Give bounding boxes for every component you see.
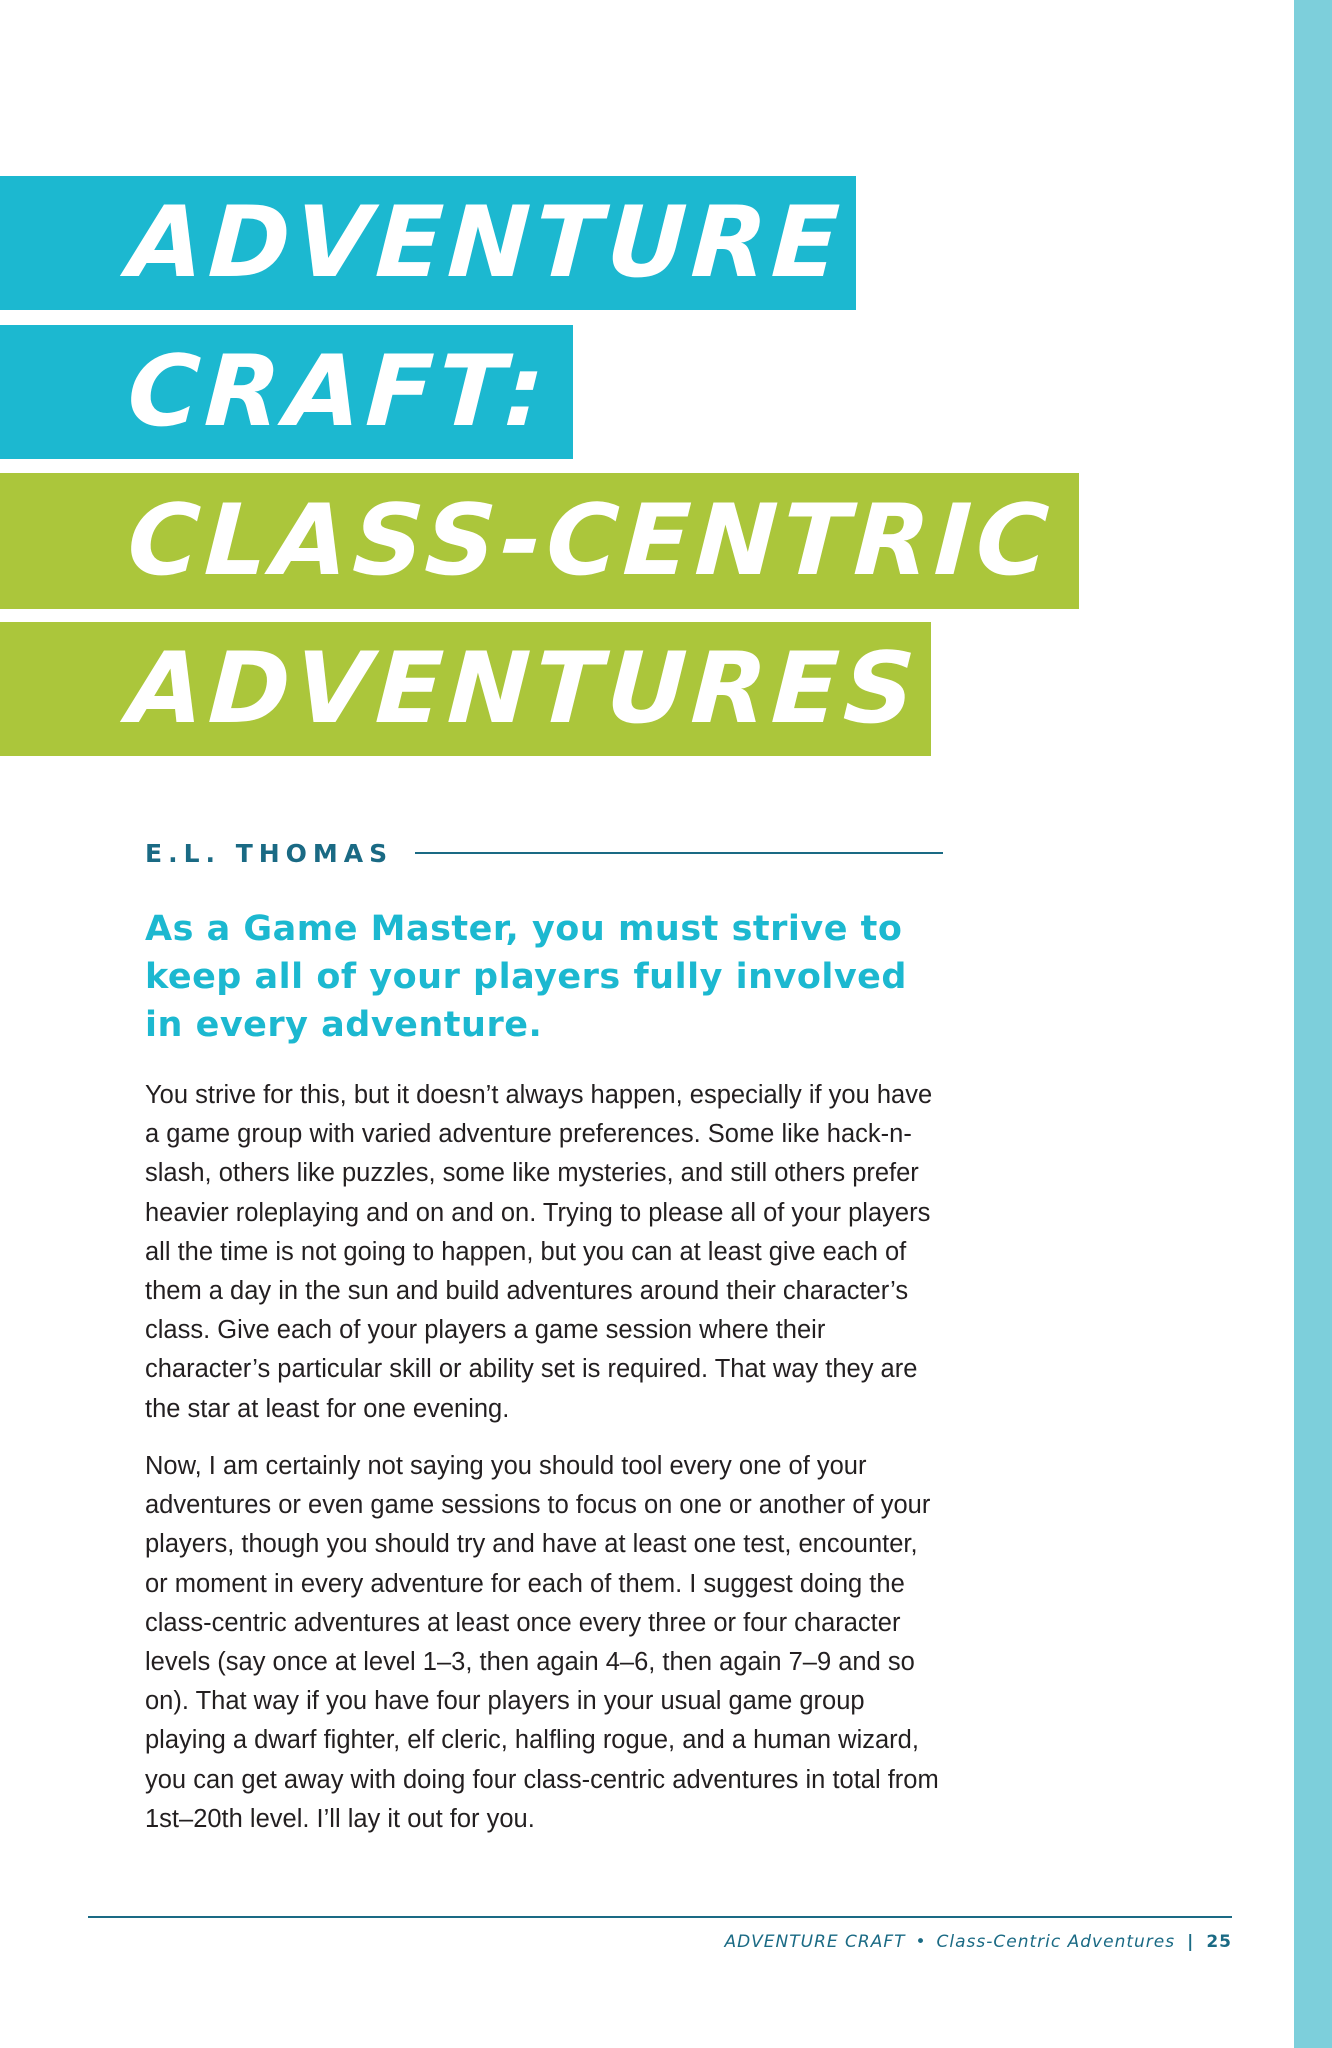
title-line-1: ADVENTURE <box>125 186 847 300</box>
title-line-4: ADVENTURES <box>125 632 923 746</box>
title-band-1 <box>0 176 856 310</box>
page-footer <box>724 1932 1232 1952</box>
title-band-3 <box>0 473 1079 609</box>
body-paragraph-1: You strive for this, but it doesn’t always happen, especially if you have a game group with varied adventure preferences. Some like hack-n-slash, others like puzzles, some like mysteries, and still others prefer heavier roleplaying and on and on. Trying to please all of your players all the time is not going to happen, but you can at least give each of them a day in the sun and build adventures around their character’s class. Give each of your players a game session where their character’s particular skill or ability set is required. That way they are the star at least for one evening. <box>145 1081 933 1423</box>
footer-divider: | <box>1187 1932 1195 1952</box>
title-line-2: CRAFT: <box>125 335 552 449</box>
body-paragraph-2: Now, I am certainly not saying you should tool every one of your adventures or even game sessions to focus on one or another of your players, though you should try and have at least one test, encounter, or moment in every adventure for each of them. I suggest doing the class-centric adventures at least once every three or four character levels (say once at level 1–3, then again 4–6, then again 7–9 and so on). That way if you have four players in your usual game group playing a dwarf fighter, elf cleric, halfling rogue, and a human wizard, you can get away with doing four class-centric adventures in total from 1st–20th level. I’ll lay it out for you. <box>145 1452 939 1833</box>
author-name: E.L. THOMAS <box>145 838 394 868</box>
title-band-2 <box>0 325 573 459</box>
title-band-4 <box>0 622 931 756</box>
author-byline <box>145 837 943 869</box>
author-rule <box>415 852 943 854</box>
footer-rule <box>88 1916 1232 1918</box>
title-line-3: CLASS-CENTRIC <box>125 484 1057 598</box>
footer-chapter-title: Class-Centric Adventures <box>936 1932 1176 1952</box>
side-color-strip <box>1294 0 1332 2048</box>
page-number: 25 <box>1206 1932 1232 1952</box>
footer-bullet: • <box>915 1932 927 1952</box>
footer-book-title: ADVENTURE CRAFT <box>724 1932 906 1952</box>
lead-paragraph: As a Game Master, you must strive to keep all of your players fully involved in every adventure. <box>145 909 907 1045</box>
